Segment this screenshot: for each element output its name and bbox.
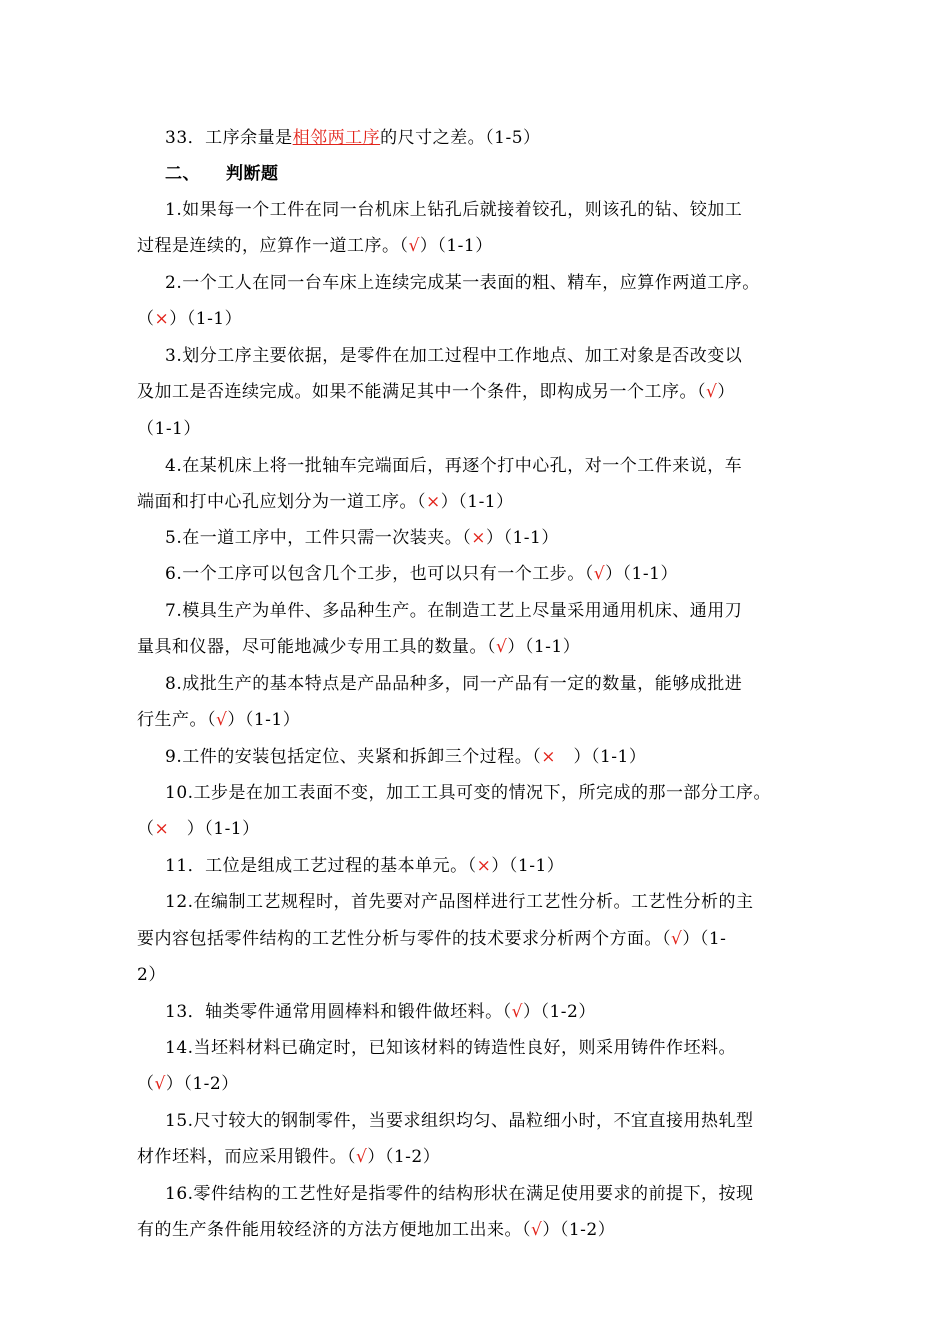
item-1-line-2: 过程是连续的，应算作一道工序。（√）（1-1） xyxy=(137,236,493,256)
question-33-highlight: 相邻两工序 xyxy=(292,128,381,148)
item-10-line-2: （× ）（1-1） xyxy=(137,819,260,839)
item-12-line-1: 12.在编制工艺规程时，首先要对产品图样进行工艺性分析。工艺性分析的主 xyxy=(165,892,754,912)
item-2-line-1: 2.一个工人在同一台车床上连续完成某一表面的粗、精车，应算作两道工序。 xyxy=(165,273,760,293)
answer-mark: × xyxy=(426,492,441,512)
answer-mark: √ xyxy=(496,637,508,657)
section-number: 二、 xyxy=(165,164,200,184)
answer-mark: √ xyxy=(593,564,606,584)
section-heading xyxy=(165,163,279,185)
item-14-line-1: 14.当坯料材料已确定时，已知该材料的铸造性良好，则采用铸件作坯料。 xyxy=(165,1038,737,1058)
item-16-line-1: 16.零件结构的工艺性好是指零件的结构形状在满足使用要求的前提下，按现 xyxy=(165,1184,754,1204)
answer-mark: √ xyxy=(154,1074,166,1094)
item-12-line-3: 2） xyxy=(137,965,166,985)
answer-mark: × xyxy=(541,747,556,767)
item-9-line-1: 9.工件的安装包括定位、夹紧和拆卸三个过程。（× ）（1-1） xyxy=(165,747,647,767)
answer-mark: √ xyxy=(216,710,228,730)
item-8-line-2: 行生产。（√）（1-1） xyxy=(137,710,301,730)
item-1-line-1: 1.如果每一个工件在同一台机床上钻孔后就接着铰孔，则该孔的钻、铰加工 xyxy=(165,200,743,220)
answer-mark: × xyxy=(471,528,486,548)
answer-mark: √ xyxy=(671,929,683,949)
item-2-line-2: （×）（1-1） xyxy=(137,309,243,329)
item-6-line-1: 6.一个工序可以包含几个工步，也可以只有一个工步。（√）（1-1） xyxy=(165,564,678,584)
item-8-line-1: 8.成批生产的基本特点是产品品种多，同一产品有一定的数量，能够成批进 xyxy=(165,674,743,694)
answer-mark: √ xyxy=(356,1147,368,1167)
answer-mark: × xyxy=(476,856,492,876)
item-4-line-1: 4.在某机床上将一批轴车完端面后，再逐个打中心孔，对一个工件来说，车 xyxy=(165,456,743,476)
answer-mark: √ xyxy=(511,1002,523,1022)
answer-mark: × xyxy=(154,309,170,329)
question-33-text-post: 的尺寸之差。（1-5） xyxy=(380,128,541,148)
item-13-line-1: 13．轴类零件通常用圆棒料和锻件做坯料。（√）（1-2） xyxy=(165,1002,596,1022)
item-3-line-2: 及加工是否连续完成。如果不能满足其中一个条件，即构成另一个工序。（√） xyxy=(137,382,735,402)
answer-mark: × xyxy=(154,819,170,839)
item-3-line-1: 3.划分工序主要依据，是零件在加工过程中工作地点、加工对象是否改变以 xyxy=(165,346,743,366)
item-12-line-2: 要内容包括零件结构的工艺性分析与零件的技术要求分析两个方面。（√）（1- xyxy=(137,929,727,949)
question-33 xyxy=(165,127,541,149)
item-16-line-2: 有的生产条件能用较经济的方法方便地加工出来。（√）（1-2） xyxy=(137,1220,616,1240)
item-10-line-1: 10.工步是在加工表面不变，加工工具可变的情况下，所完成的那一部分工序。 xyxy=(165,783,772,803)
item-15-line-2: 材作坯料，而应采用锻件。（√）（1-2） xyxy=(137,1147,441,1167)
item-11-line-1: 11．工位是组成工艺过程的基本单元。（×）（1-1） xyxy=(165,856,565,876)
question-33-number: 33． xyxy=(165,128,206,148)
item-4-line-2: 端面和打中心孔应划分为一道工序。（×）（1-1） xyxy=(137,492,514,512)
answer-mark: √ xyxy=(706,382,718,402)
question-33-text-pre: 工序余量是 xyxy=(205,128,293,148)
item-3-line-3: （1-1） xyxy=(137,419,201,439)
answer-mark: √ xyxy=(531,1220,543,1240)
item-15-line-1: 15.尺寸较大的钢制零件，当要求组织均匀、晶粒细小时，不宜直接用热轧型 xyxy=(165,1111,754,1131)
item-7-line-2: 量具和仪器，尽可能地减少专用工具的数量。（√）（1-1） xyxy=(137,637,581,657)
item-14-line-2: （√）（1-2） xyxy=(137,1074,239,1094)
item-7-line-1: 7.模具生产为单件、多品种生产。在制造工艺上尽量采用通用机床、通用刀 xyxy=(165,601,743,621)
answer-mark: √ xyxy=(408,236,420,256)
section-title: 判断题 xyxy=(226,164,279,184)
item-5-line-1: 5.在一道工序中，工件只需一次装夹。（×）（1-1） xyxy=(165,528,559,548)
